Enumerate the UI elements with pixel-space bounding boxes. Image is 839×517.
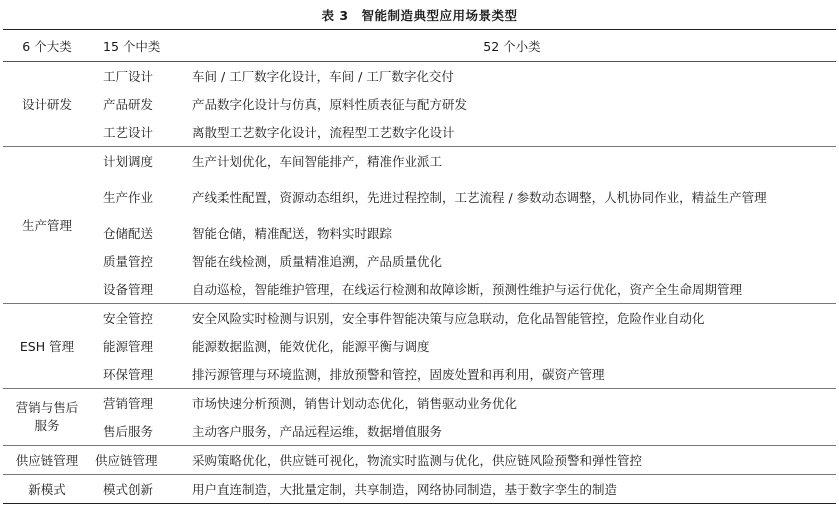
- minor-categories: 智能仓储，精准配送，物料实时跟踪: [192, 225, 393, 241]
- table-row: [3, 219, 836, 247]
- header-major: 6 个大类: [3, 30, 91, 62]
- medium-category: 计划调度: [103, 154, 154, 169]
- table-row: [3, 118, 836, 147]
- medium-category: 设备管理: [91, 275, 188, 304]
- table-row: [3, 247, 836, 275]
- minor-categories: 主动客户服务，产品远程运维，数据增值服务: [188, 417, 836, 446]
- table-row: [3, 417, 836, 446]
- major-category: 设计研发: [3, 62, 91, 147]
- major-category: 新模式: [3, 475, 91, 504]
- header-row: [3, 30, 836, 62]
- medium-category: 安全管控: [103, 311, 154, 326]
- minor-categories: 能源数据监测，能效优化，能源平衡与调度: [192, 338, 430, 354]
- minor-categories: 产线柔性配置，资源动态组织，先进过程控制，工艺流程 / 参数动态调整，人机协同作业，精益生产管理: [192, 189, 767, 205]
- minor-categories: 车间 / 工厂数字化设计，车间 / 工厂数字化交付: [192, 68, 454, 84]
- medium-category: 供应链管理: [91, 446, 188, 475]
- table-row: [3, 446, 836, 475]
- minor-categories: 自动巡检，智能维护管理，在线运行检测和故障诊断，预测性维护与运行优化，资产全生命周期管理: [188, 275, 836, 304]
- table-row: [3, 275, 836, 304]
- minor-categories: 用户直连制造，大批量定制，共享制造，网络协同制造，基于数字孪生的制造: [188, 475, 836, 504]
- medium-category: 售后服务: [91, 417, 188, 446]
- table-row: [3, 475, 836, 504]
- minor-categories: 市场快速分析预测，销售计划动态优化，销售驱动业务优化: [192, 395, 518, 411]
- minor-categories: 产品数字化设计与仿真，原料性质表征与配方研发: [192, 96, 468, 112]
- scenario-table: [3, 29, 836, 504]
- medium-category: 仓储配送: [103, 226, 154, 241]
- major-category: 营销与售后服务: [3, 389, 91, 446]
- table-row: [3, 389, 836, 418]
- medium-category: 能源管理: [103, 339, 154, 354]
- medium-category: 营销管理: [103, 396, 154, 411]
- minor-categories: 安全风险实时检测与识别，安全事件智能决策与应急联动，危化品智能管控，危险作业自动化: [192, 310, 705, 326]
- table-row: [3, 62, 836, 91]
- major-category: 供应链管理: [3, 446, 91, 475]
- minor-categories: 排污源管理与环境监测，排放预警和管控，固废处置和再利用，碳资产管理: [188, 360, 836, 389]
- medium-category: 生产作业: [103, 190, 154, 205]
- header-medium: 15 个中类: [91, 30, 188, 62]
- table-row: [3, 332, 836, 360]
- table-row: [3, 90, 836, 118]
- medium-category: 工厂设计: [103, 69, 154, 84]
- major-category: ESH 管理: [3, 304, 91, 389]
- minor-categories: 生产计划优化，车间智能排产，精准作业派工: [192, 153, 443, 169]
- minor-categories: 采购策略优化，供应链可视化，物流实时监测与优化，供应链风险预警和弹性管控: [188, 446, 836, 475]
- medium-category: 产品研发: [103, 97, 154, 112]
- header-minor: 52 个小类: [188, 30, 836, 62]
- table-caption: 表 3 智能制造典型应用场景类型: [321, 8, 518, 23]
- medium-category: 工艺设计: [91, 118, 188, 147]
- minor-categories: 智能在线检测，质量精准追溯，产品质量优化: [192, 253, 443, 269]
- minor-categories: 离散型工艺数字化设计，流程型工艺数字化设计: [188, 118, 836, 147]
- major-category: 生产管理: [3, 147, 91, 304]
- table-row: [3, 304, 836, 333]
- table-row: [3, 147, 836, 176]
- medium-category: 质量管控: [103, 254, 154, 269]
- table-row: [3, 360, 836, 389]
- table-row: [3, 175, 836, 219]
- medium-category: 环保管理: [91, 360, 188, 389]
- medium-category: 模式创新: [91, 475, 188, 504]
